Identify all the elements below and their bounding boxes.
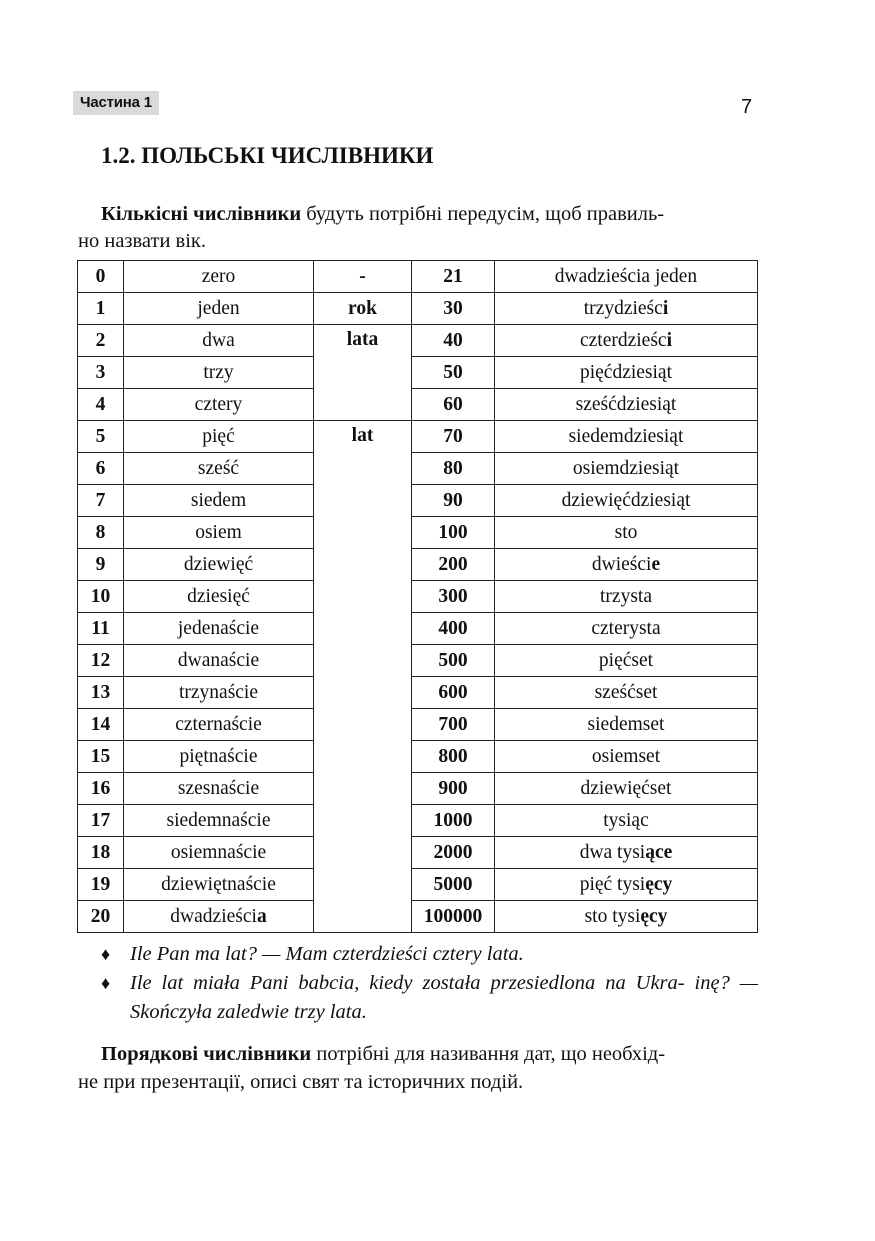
age-form-cell: lata [314, 325, 412, 421]
number-cell: 13 [78, 677, 124, 709]
number-cell: 6 [78, 453, 124, 485]
number-cell: 5000 [412, 869, 495, 901]
word-text: dwa tysi [579, 841, 646, 863]
number-cell: 20 [78, 901, 124, 933]
word-cell [495, 709, 758, 741]
diamond-bullet-icon: ♦ [101, 944, 111, 964]
word-cell [495, 485, 758, 517]
word-ending: ęcy [645, 873, 673, 895]
word-text: osiemnaście [170, 841, 267, 863]
word-cell [495, 549, 758, 581]
word-cell [124, 517, 314, 549]
word-cell [124, 805, 314, 837]
number-cell: 19 [78, 869, 124, 901]
table-row [78, 293, 758, 325]
word-cell [124, 453, 314, 485]
number-cell: 8 [78, 517, 124, 549]
number-cell: 400 [412, 613, 495, 645]
word-cell [124, 293, 314, 325]
table-row [78, 613, 758, 645]
example-item [78, 940, 758, 969]
word-cell [124, 901, 314, 933]
word-text: pięćdziesiąt [579, 361, 673, 383]
word-ending: i [662, 297, 669, 319]
word-text: czterdzieśc [579, 329, 667, 351]
word-text: dziesięć [187, 585, 250, 607]
word-cell [495, 357, 758, 389]
number-cell: 15 [78, 741, 124, 773]
word-cell [495, 869, 758, 901]
word-ending: ące [645, 841, 673, 863]
number-cell: 900 [412, 773, 495, 805]
word-text: trzydzieśc [583, 297, 663, 319]
word-text: sto tysi [584, 905, 641, 927]
word-text: trzy [203, 361, 234, 383]
table-row [78, 389, 758, 421]
part-label: Частина 1 [73, 91, 159, 115]
section-title: 1.2. ПОЛЬСЬКІ ЧИСЛІВНИКИ [101, 143, 434, 168]
word-text: sześć [197, 457, 240, 479]
table-row [78, 901, 758, 933]
number-cell: 5 [78, 421, 124, 453]
intro-bold-term: Кількісні числівники [101, 203, 302, 225]
page-number: 7 [741, 96, 753, 118]
outro-text-2: не при презентації, описі свят та історичних подій. [78, 1071, 524, 1093]
number-cell: 50 [412, 357, 495, 389]
age-form-cell: rok [314, 293, 412, 325]
table-row [78, 261, 758, 293]
number-cell: 0 [78, 261, 124, 293]
table-row [78, 773, 758, 805]
word-text: siedemdziesiąt [568, 425, 684, 447]
word-text: pięć [202, 425, 235, 447]
word-ending: i [666, 329, 673, 351]
table-row [78, 677, 758, 709]
word-ending: ęcy [640, 905, 668, 927]
word-text: osiem [195, 521, 242, 543]
word-text: dziewięćdziesiąt [561, 489, 691, 511]
word-cell [495, 421, 758, 453]
number-cell: 11 [78, 613, 124, 645]
word-ending: e [651, 553, 661, 575]
table-row [78, 549, 758, 581]
word-cell [124, 837, 314, 869]
word-cell [124, 869, 314, 901]
word-text: dwieści [591, 553, 652, 575]
number-cell: 16 [78, 773, 124, 805]
word-cell [124, 357, 314, 389]
number-cell: 10 [78, 581, 124, 613]
number-cell: 21 [412, 261, 495, 293]
number-cell: 9 [78, 549, 124, 581]
number-cell: 300 [412, 581, 495, 613]
number-cell: 100000 [412, 901, 495, 933]
table-row [78, 421, 758, 453]
table-row [78, 805, 758, 837]
number-cell: 17 [78, 805, 124, 837]
word-text: dziewięćset [580, 777, 672, 799]
word-text: dziewięć [183, 553, 254, 575]
word-cell [124, 389, 314, 421]
word-cell [124, 613, 314, 645]
word-cell [495, 453, 758, 485]
word-cell [495, 389, 758, 421]
word-cell [124, 741, 314, 773]
word-text: sto [614, 521, 638, 543]
examples-list [78, 940, 758, 1027]
table-row [78, 709, 758, 741]
word-text: siedemset [587, 713, 665, 735]
age-form-cell: - [314, 261, 412, 293]
outro-paragraph [78, 1040, 756, 1096]
table-row [78, 869, 758, 901]
word-cell [495, 645, 758, 677]
word-text: trzysta [600, 585, 652, 607]
word-text: dziewiętnaście [161, 873, 276, 895]
word-cell [495, 677, 758, 709]
table-row [78, 453, 758, 485]
word-text: zero [201, 265, 236, 287]
word-text: sześćset [594, 681, 658, 703]
word-cell [124, 485, 314, 517]
word-cell [495, 517, 758, 549]
word-cell [124, 709, 314, 741]
word-text: dwa [202, 329, 235, 351]
example-text: Ile lat miała Pani babcia, kiedy została przesiedlona na Ukra- inę? — Skończyła zaledwie trzy lata. [130, 972, 758, 1023]
number-cell: 80 [412, 453, 495, 485]
number-cell: 2000 [412, 837, 495, 869]
number-cell: 700 [412, 709, 495, 741]
word-text: szesnaście [177, 777, 260, 799]
number-cell: 3 [78, 357, 124, 389]
table-row [78, 645, 758, 677]
number-cell: 2 [78, 325, 124, 357]
number-cell: 7 [78, 485, 124, 517]
word-text: siedem [190, 489, 247, 511]
word-cell [124, 549, 314, 581]
number-cell: 18 [78, 837, 124, 869]
number-cell: 12 [78, 645, 124, 677]
table-row [78, 581, 758, 613]
number-cell: 90 [412, 485, 495, 517]
word-text: dwadzieści [170, 905, 257, 927]
word-cell [495, 293, 758, 325]
number-cell: 200 [412, 549, 495, 581]
number-cell: 600 [412, 677, 495, 709]
example-text: Ile Pan ma lat? — Mam czterdzieści cztery lata. [130, 943, 524, 965]
word-cell [495, 613, 758, 645]
table-row [78, 325, 758, 357]
word-cell [495, 261, 758, 293]
word-text: cztery [194, 393, 243, 415]
word-text: tysiąc [603, 809, 649, 831]
word-cell [495, 325, 758, 357]
word-text: dwadzieścia jeden [554, 265, 698, 287]
word-text: jedenaście [177, 617, 260, 639]
word-cell [495, 805, 758, 837]
word-text: pięć tysi [579, 873, 646, 895]
number-cell: 1000 [412, 805, 495, 837]
word-text: piętnaście [179, 745, 258, 767]
number-cell: 70 [412, 421, 495, 453]
word-text: jeden [197, 297, 240, 319]
word-cell [495, 741, 758, 773]
word-cell [124, 325, 314, 357]
word-cell [495, 837, 758, 869]
number-cell: 40 [412, 325, 495, 357]
diamond-bullet-icon: ♦ [101, 973, 111, 993]
number-cell: 500 [412, 645, 495, 677]
word-text: czternaście [175, 713, 262, 735]
number-cell: 1 [78, 293, 124, 325]
word-text: osiemdziesiąt [572, 457, 680, 479]
number-cell: 14 [78, 709, 124, 741]
word-text: czterysta [591, 617, 661, 639]
table-row [78, 517, 758, 549]
number-cell: 60 [412, 389, 495, 421]
numerals-table [77, 260, 758, 933]
word-cell [495, 581, 758, 613]
number-cell: 100 [412, 517, 495, 549]
intro-text-1: будуть потрібні передусім, щоб правиль- [301, 203, 665, 225]
word-cell [124, 645, 314, 677]
word-text: osiemset [591, 745, 661, 767]
word-cell [495, 773, 758, 805]
word-text: pięćset [598, 649, 654, 671]
outro-bold-term: Порядкові числівники [101, 1043, 312, 1065]
word-cell [495, 901, 758, 933]
number-cell: 800 [412, 741, 495, 773]
age-form-cell: lat [314, 421, 412, 933]
numerals-table-body [78, 261, 758, 933]
word-text: siedemnaście [166, 809, 271, 831]
table-row [78, 357, 758, 389]
word-cell [124, 677, 314, 709]
word-cell [124, 581, 314, 613]
number-cell: 4 [78, 389, 124, 421]
word-text: sześćdziesiąt [575, 393, 677, 415]
table-row [78, 837, 758, 869]
intro-text-2: но назвати вік. [78, 230, 207, 252]
table-row [78, 485, 758, 517]
word-text: dwanaście [177, 649, 260, 671]
word-ending: a [256, 905, 267, 927]
outro-text-1: потрібні для називання дат, що необхід- [311, 1043, 666, 1065]
word-cell [124, 773, 314, 805]
intro-paragraph [78, 201, 756, 255]
word-text: trzynaście [178, 681, 259, 703]
table-row [78, 741, 758, 773]
word-cell [124, 421, 314, 453]
number-cell: 30 [412, 293, 495, 325]
example-item [78, 969, 758, 1027]
word-cell [124, 261, 314, 293]
